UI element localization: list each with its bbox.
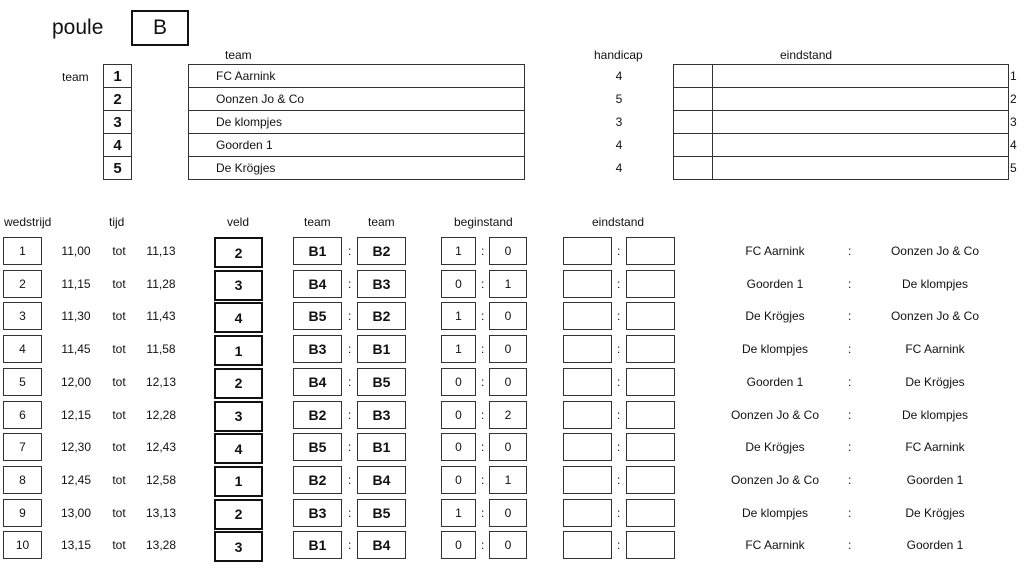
match-start-time: 12,30 [60,440,92,455]
match-home-team-name: Oonzen Jo & Co [730,407,820,422]
team-eindstand-rank-field[interactable] [673,133,713,157]
match-beginstand-home[interactable]: 0 [441,270,476,298]
match-team2-code[interactable]: B4 [357,466,406,494]
match-away-team-name: De klompjes [901,276,969,291]
match-tot-label: tot [112,309,126,324]
match-tot-label: tot [112,472,126,487]
match-start-time: 11,30 [61,309,91,324]
match-names-separator: : [848,407,852,422]
match-beginstand-away[interactable]: 1 [489,466,527,494]
match-beginstand-home[interactable]: 1 [441,499,476,527]
match-tot-label: tot [112,244,126,258]
match-veld[interactable]: 2 [214,499,263,530]
match-veld[interactable]: 1 [214,466,263,497]
team-rank: 3 [1010,115,1017,129]
matches-header-tijd: tijd [109,215,125,229]
match-eindstand-home[interactable] [563,466,612,494]
team-handicap: 4 [615,161,623,175]
match-number: 3 [3,302,42,330]
team-eindstand-rank-field[interactable] [673,64,713,88]
match-team-separator: : [348,342,352,357]
match-team1-code[interactable]: B4 [293,270,342,298]
match-names-separator: : [848,276,852,291]
match-veld[interactable]: 1 [214,335,263,366]
match-end-time: 11,58 [146,342,176,357]
match-team1-code[interactable]: B2 [293,401,342,429]
match-veld[interactable]: 4 [214,433,263,464]
match-end-time: 12,43 [145,440,177,455]
teams-row-label: team [62,70,89,84]
match-team-separator: : [348,309,352,324]
match-eindstand-away[interactable] [626,499,675,527]
match-eindstand-home[interactable] [563,237,612,265]
match-team1-code[interactable]: B1 [293,531,342,559]
match-team2-code[interactable]: B5 [357,368,406,396]
match-eindstand-separator: : [617,276,621,291]
match-names-separator: : [848,505,852,520]
match-team-separator: : [348,538,352,553]
team-name: FC Aarnink [216,69,276,83]
team-eindstand-field[interactable] [712,156,1009,180]
match-team2-code[interactable]: B5 [357,499,406,527]
match-tot-label: tot [112,342,126,357]
match-beginstand-away[interactable]: 0 [489,302,527,330]
match-number: 5 [3,368,42,396]
match-end-time: 13,28 [145,538,177,553]
match-home-team-name: De klompjes [741,505,809,520]
match-eindstand-separator: : [617,472,621,487]
team-handicap: 3 [615,115,623,129]
match-team2-code[interactable]: B2 [357,237,406,265]
match-team2-code[interactable]: B4 [357,531,406,559]
team-number: 1 [103,64,132,88]
team-name: Oonzen Jo & Co [216,92,305,106]
match-away-team-name: FC Aarnink [905,342,965,357]
match-tot-label: tot [112,374,126,389]
match-end-time: 11,28 [146,276,176,291]
match-away-team-name: Oonzen Jo & Co [890,309,980,324]
match-eindstand-away[interactable] [626,466,675,494]
match-tot-label: tot [112,407,126,422]
match-away-team-name: FC Aarnink [905,440,965,455]
match-eindstand-home[interactable] [563,270,612,298]
match-beginstand-home[interactable]: 0 [441,368,476,396]
match-start-time: 11,15 [61,276,91,291]
match-names-separator: : [848,244,852,258]
poule-value[interactable]: B [131,10,189,46]
match-beginstand-away[interactable]: 0 [489,237,527,265]
match-start-time: 12,00 [60,374,92,389]
match-beginstand-away[interactable]: 2 [489,401,527,429]
match-beginstand-separator: : [481,505,485,520]
team-number: 2 [103,87,132,111]
matches-header-team1: team [304,215,331,229]
team-name: De klompjes [216,115,283,129]
match-eindstand-away[interactable] [626,335,675,363]
match-beginstand-home[interactable]: 0 [441,466,476,494]
match-names-separator: : [848,374,852,389]
match-number: 4 [3,335,42,363]
match-end-time: 12,13 [145,374,177,389]
match-away-team-name: Goorden 1 [906,538,964,553]
match-number: 6 [3,401,42,429]
match-team-separator: : [348,407,352,422]
matches-header-beginstand: beginstand [454,215,513,229]
match-tot-label: tot [112,538,126,553]
match-away-team-name: De Krögjes [905,505,965,520]
matches-header-veld: veld [227,215,250,229]
match-team2-code[interactable]: B2 [357,302,406,330]
match-end-time: 12,28 [145,407,177,422]
match-number: 2 [3,270,42,298]
match-eindstand-away[interactable] [626,270,675,298]
match-beginstand-separator: : [481,374,485,389]
match-eindstand-separator: : [617,374,621,389]
match-team-separator: : [348,276,352,291]
match-veld[interactable]: 4 [214,302,263,333]
match-eindstand-away[interactable] [626,302,675,330]
match-eindstand-separator: : [617,342,621,357]
match-away-team-name: Oonzen Jo & Co [890,244,980,258]
match-beginstand-separator: : [481,342,485,357]
match-beginstand-separator: : [481,472,485,487]
match-home-team-name: De Krögjes [745,309,805,324]
match-beginstand-home[interactable]: 1 [441,335,476,363]
match-start-time: 13,15 [60,538,92,553]
match-end-time: 13,13 [145,505,177,520]
teams-header-eindstand: eindstand [780,48,833,62]
team-number: 5 [103,156,132,180]
match-away-team-name: Goorden 1 [906,472,964,487]
match-team2-code[interactable]: B1 [357,335,406,363]
match-away-team-name: De Krögjes [905,374,965,389]
team-handicap: 4 [615,69,623,83]
match-team-separator: : [348,244,352,258]
match-beginstand-away[interactable]: 0 [489,433,527,461]
team-name: Goorden 1 [216,138,273,152]
team-eindstand-field[interactable] [712,64,1009,88]
team-number: 3 [103,110,132,134]
match-tot-label: tot [112,440,126,455]
match-eindstand-separator: : [617,407,621,422]
team-rank: 2 [1010,92,1017,106]
match-team1-code[interactable]: B2 [293,466,342,494]
poule-label: poule [52,16,104,39]
match-beginstand-separator: : [481,538,485,553]
match-veld[interactable]: 2 [214,368,263,399]
match-names-separator: : [848,309,852,324]
teams-header-team: team [225,48,252,62]
match-veld[interactable]: 3 [214,531,263,562]
match-eindstand-separator: : [617,309,621,324]
match-number: 1 [3,237,42,265]
match-home-team-name: De klompjes [741,342,809,357]
team-eindstand-rank-field[interactable] [673,110,713,134]
match-team-separator: : [348,505,352,520]
match-home-team-name: Oonzen Jo & Co [730,472,820,487]
match-end-time: 11,13 [146,244,176,258]
match-home-team-name: Goorden 1 [746,374,804,389]
matches-header-team2: team [368,215,395,229]
match-end-time: 11,43 [146,309,176,324]
match-team1-code[interactable]: B4 [293,368,342,396]
match-beginstand-away[interactable]: 0 [489,531,527,559]
match-names-separator: : [848,472,852,487]
match-eindstand-separator: : [617,538,621,553]
match-eindstand-away[interactable] [626,433,675,461]
team-handicap: 4 [615,138,623,152]
match-beginstand-separator: : [481,407,485,422]
match-tot-label: tot [112,276,126,291]
match-eindstand-separator: : [617,505,621,520]
match-team1-code[interactable]: B5 [293,302,342,330]
match-eindstand-away[interactable] [626,401,675,429]
match-number: 10 [3,531,42,559]
team-rank: 1 [1010,69,1017,83]
match-home-team-name: FC Aarnink [745,244,805,258]
match-beginstand-away[interactable]: 0 [489,335,527,363]
team-name: De Krögjes [216,161,276,175]
match-eindstand-home[interactable] [563,335,612,363]
team-handicap: 5 [615,92,623,106]
team-eindstand-field[interactable] [712,133,1009,157]
match-eindstand-home[interactable] [563,302,612,330]
match-beginstand-away[interactable]: 1 [489,270,527,298]
match-eindstand-home[interactable] [563,401,612,429]
match-start-time: 12,45 [60,472,92,487]
match-team2-code[interactable]: B3 [357,401,406,429]
match-end-time: 12,58 [145,472,177,487]
team-eindstand-rank-field[interactable] [673,156,713,180]
match-eindstand-home[interactable] [563,531,612,559]
match-eindstand-away[interactable] [626,531,675,559]
match-eindstand-away[interactable] [626,368,675,396]
match-number: 9 [3,499,42,527]
match-eindstand-home[interactable] [563,499,612,527]
match-team1-code[interactable]: B3 [293,499,342,527]
match-eindstand-separator: : [617,440,621,455]
match-eindstand-home[interactable] [563,368,612,396]
match-names-separator: : [848,440,852,455]
match-beginstand-away[interactable]: 0 [489,499,527,527]
team-eindstand-field[interactable] [712,87,1009,111]
match-home-team-name: Goorden 1 [746,276,804,291]
match-team-separator: : [348,374,352,389]
match-number: 8 [3,466,42,494]
team-rank: 5 [1010,161,1017,175]
matches-header-eindstand: eindstand [592,215,645,229]
match-away-team-name: De klompjes [901,407,969,422]
match-team1-code[interactable]: B3 [293,335,342,363]
match-beginstand-home[interactable]: 0 [441,401,476,429]
matches-header-wedstrijd: wedstrijd [4,215,52,229]
match-veld[interactable]: 2 [214,237,263,268]
match-veld[interactable]: 3 [214,401,263,432]
match-names-separator: : [848,538,852,553]
match-team1-code[interactable]: B5 [293,433,342,461]
team-eindstand-field[interactable] [712,110,1009,134]
match-start-time: 12,15 [60,407,92,422]
match-start-time: 11,45 [61,342,91,357]
match-beginstand-home[interactable]: 0 [441,433,476,461]
match-beginstand-separator: : [481,244,485,258]
match-home-team-name: De Krögjes [745,440,805,455]
match-tot-label: tot [112,505,126,520]
match-start-time: 13,00 [60,505,92,520]
team-eindstand-rank-field[interactable] [673,87,713,111]
match-beginstand-separator: : [481,276,485,291]
match-beginstand-home[interactable]: 1 [441,302,476,330]
match-beginstand-home[interactable]: 0 [441,531,476,559]
match-beginstand-separator: : [481,440,485,455]
match-team2-code[interactable]: B3 [357,270,406,298]
match-beginstand-home[interactable]: 1 [441,237,476,265]
match-eindstand-home[interactable] [563,433,612,461]
match-team-separator: : [348,472,352,487]
match-beginstand-separator: : [481,309,485,324]
match-start-time: 11,00 [61,244,91,258]
team-number: 4 [103,133,132,157]
match-names-separator: : [848,342,852,357]
match-home-team-name: FC Aarnink [745,538,805,553]
match-eindstand-away[interactable] [626,237,675,265]
match-team-separator: : [348,440,352,455]
match-eindstand-separator: : [617,244,621,258]
team-rank: 4 [1010,138,1017,152]
teams-header-handicap: handicap [594,48,643,62]
match-team2-code[interactable]: B1 [357,433,406,461]
match-number: 7 [3,433,42,461]
match-beginstand-away[interactable]: 0 [489,368,527,396]
match-veld[interactable]: 3 [214,270,263,301]
match-team1-code[interactable]: B1 [293,237,342,265]
